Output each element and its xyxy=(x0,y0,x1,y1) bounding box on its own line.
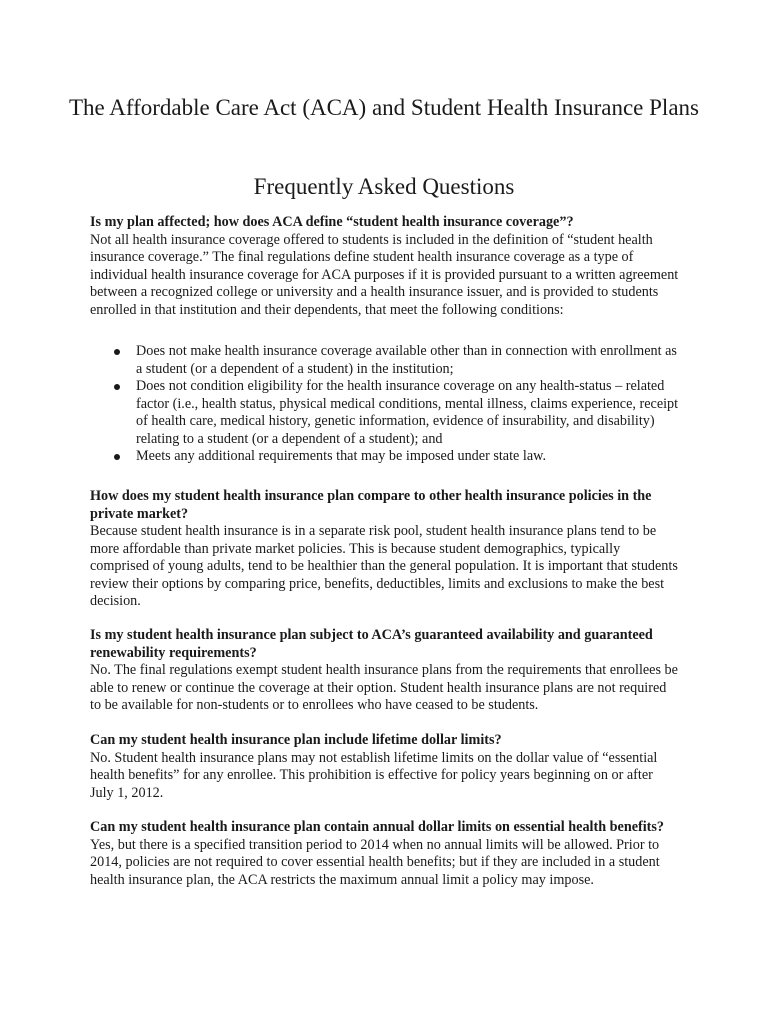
faq-answer: No. The final regulations exempt student health insurance plans from the requirements that enrollees be able to renew or continue the coverage at their option. Student health insurance plans are not required to be available for non-students or to enrollees who have ceased to be students. xyxy=(90,662,678,713)
faq-question: Can my student health insurance plan contain annual dollar limits on essential health benefits? xyxy=(90,819,665,835)
bullet-icon xyxy=(114,454,120,460)
faq-answer: No. Student health insurance plans may not establish lifetime limits on the dollar value of “essential health benefits” for any enrollee. This prohibition is effective for policy years beginning on or after July 1, 2012. xyxy=(90,749,658,801)
bullet-icon xyxy=(114,349,120,355)
faq-answer: Yes, but there is a specified transition period to 2014 when no annual limits will be allowed. Prior to 2014, policies are not required to cover essential health benefits; but if they are included in a student health insurance plan, the ACA restricts the maximum annual limit a policy may impose. xyxy=(90,836,660,888)
faq-item-annual-limits xyxy=(90,819,680,889)
faq-question: Is my plan affected; how does ACA define “student health insurance coverage”? xyxy=(90,214,574,230)
faq-question: Is my student health insurance plan subject to ACA’s guaranteed availability and guaranteed renewability requirements? xyxy=(90,627,653,661)
list-item-text: Meets any additional requirements that may be imposed under state law. xyxy=(136,448,547,464)
faq-answer: Not all health insurance coverage offered to students is included in the definition of “student health insurance coverage.” The final regulations define student health insurance coverage as a type of individual health insurance coverage for ACA purposes if it is provided pursuant to a written agreement between a recognized college or university and a health insurance issuer, and is provided to students enrolled in that institution and their dependents, that meet the following conditions: xyxy=(90,231,679,318)
faq-item-lifetime-limits xyxy=(90,732,680,802)
document-title: The Affordable Care Act (ACA) and Student Health Insurance Plans xyxy=(69,95,699,120)
list-item-text: Does not condition eligibility for the health insurance coverage on any health-status – related factor (i.e., health status, physical medical conditions, mental illness, claims experience, receipt of health care, medical history, genetic information, evidence of insurability, and disability) relating to a student (or a dependent of a student); and xyxy=(136,378,679,447)
faq-item-plan-comparison xyxy=(90,488,680,611)
faq-question: Can my student health insurance plan include lifetime dollar limits? xyxy=(90,732,502,748)
list-item xyxy=(90,378,680,448)
list-item-text: Does not make health insurance coverage available other than in connection with enrollment as a student (or a dependent of a student) in the institution; xyxy=(136,343,677,377)
faq-answer: Because student health insurance is in a separate risk pool, student health insurance plans tend to be more affordable than private market policies. This is because student demographics, typically comprised of young adults, tend to be healthier than the general population. It is important that students review their options by comparing price, benefits, deductibles, limits and exclusions to make the best decision. xyxy=(90,523,678,609)
conditions-list xyxy=(90,343,680,466)
list-item xyxy=(90,448,680,466)
list-item xyxy=(90,343,680,378)
faq-item-guaranteed-availability xyxy=(90,627,680,715)
faq-question: How does my student health insurance plan compare to other health insurance policies in the private market? xyxy=(90,488,652,522)
bullet-icon xyxy=(114,384,120,390)
document-subtitle: Frequently Asked Questions xyxy=(253,174,515,199)
faq-item-plan-affected xyxy=(90,214,680,319)
